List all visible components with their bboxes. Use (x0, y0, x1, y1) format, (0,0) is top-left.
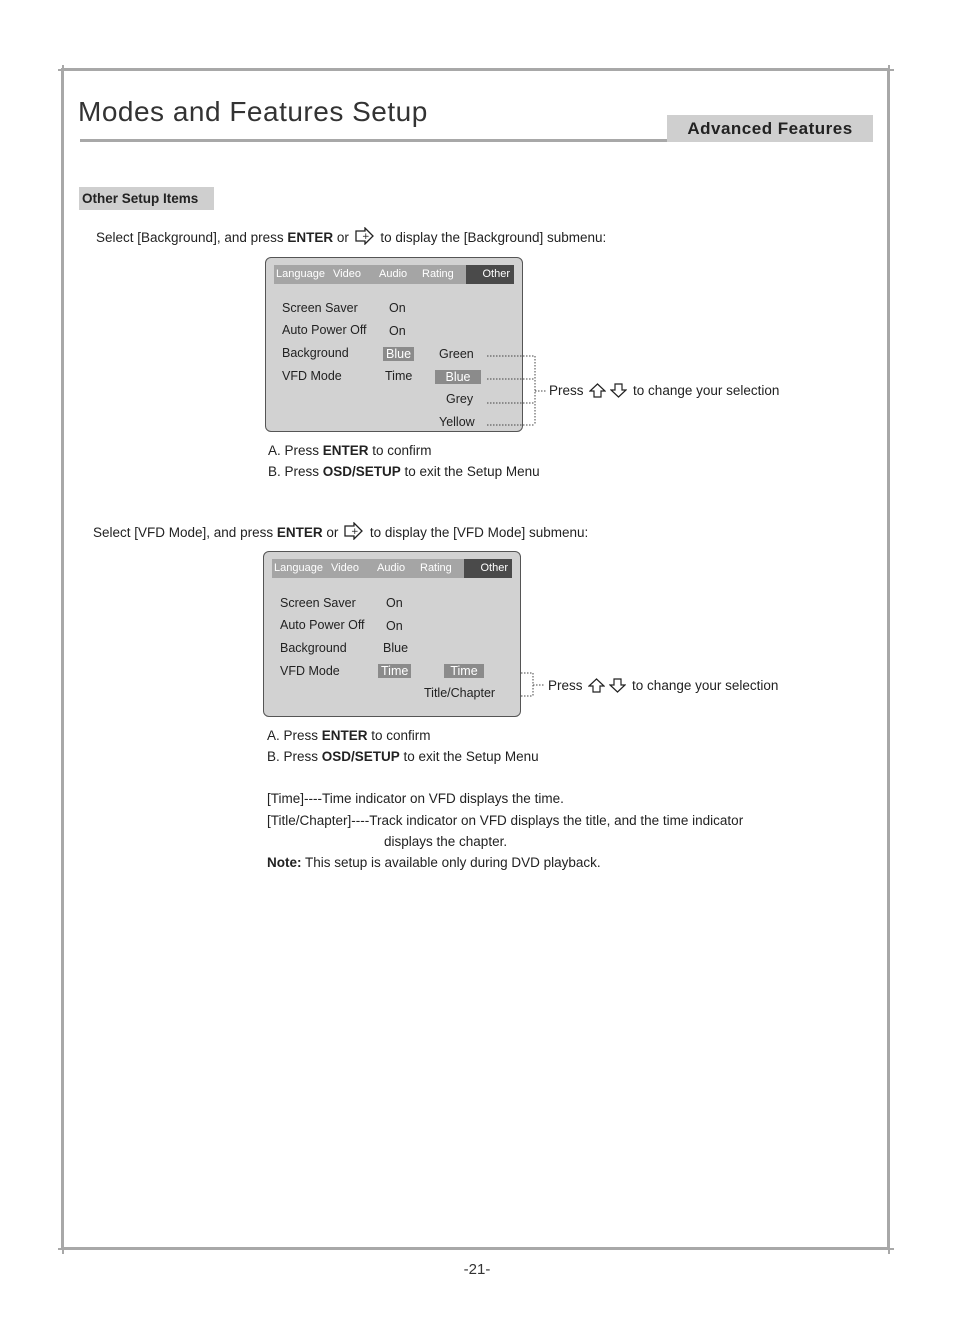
note-dvd-playback: Note: This setup is available only during DVD playback. (267, 855, 601, 870)
up-arrow-key-icon (588, 678, 605, 693)
intro-text: or (333, 230, 353, 245)
osd-option: Yellow (439, 415, 475, 429)
osd-row-label: Auto Power Off (280, 618, 365, 632)
svg-text:+: + (351, 527, 359, 537)
osd-row-label: VFD Mode (282, 369, 342, 383)
osd-tab-other: Other (464, 559, 512, 578)
osd-option-selected: Time (444, 664, 484, 678)
page-title: Modes and Features Setup (78, 96, 428, 127)
up-arrow-key-icon (589, 383, 606, 398)
press-text: to change your selection (633, 383, 780, 398)
svg-text:+: + (361, 232, 370, 242)
block1-step-b: B. Press OSD/SETUP to exit the Setup Menu (268, 464, 540, 479)
osd-tab-language: Language (274, 562, 323, 574)
osd-tab-audio: Audio (377, 562, 406, 574)
block2-step-a: A. Press ENTER to confirm (267, 728, 431, 743)
osd-row-value: Blue (383, 641, 409, 655)
osd-tab-video: Video (333, 268, 361, 280)
osd-selected-value: Blue (383, 347, 414, 361)
press-text: Press (548, 678, 583, 693)
note-title-chapter: [Title/Chapter]----Track indicator on VFD displays the title, and the time indicator (267, 813, 744, 828)
section-tab-advanced-features: Advanced Features (667, 115, 873, 142)
osd-row-label: Background (280, 641, 347, 655)
intro-text: Select [Background], and press (96, 230, 288, 245)
osd-option: Grey (446, 392, 474, 406)
osd-row-label: Auto Power Off (282, 323, 367, 337)
section-label: Other Setup Items (79, 187, 214, 210)
osd-row-label: Background (282, 346, 349, 360)
block2-press-hint (548, 678, 778, 693)
osd-row-label: VFD Mode (280, 664, 340, 678)
block2-step-b: B. Press OSD/SETUP to exit the Setup Menu (267, 749, 539, 764)
osd-tab-other: Other (466, 265, 514, 284)
intro-text: to display the [Background] submenu: (376, 230, 607, 245)
note-title-chapter-cont: displays the chapter. (384, 834, 508, 849)
intro-text: Select [VFD Mode], and press (93, 525, 277, 540)
intro-enter-key: ENTER (276, 525, 323, 540)
block1-press-hint (549, 383, 779, 398)
down-arrow-key-icon (609, 678, 626, 693)
osd-menu-vfd-mode (263, 551, 521, 717)
osd-tab-rating: Rating (420, 562, 452, 574)
osd-tab-language: Language (276, 268, 325, 280)
osd-row-label: Screen Saver (280, 596, 356, 610)
block2-intro (93, 522, 588, 540)
osd-option-selected: Blue (435, 370, 481, 384)
osd-row-label: Screen Saver (282, 301, 358, 315)
right-arrow-key-icon (344, 522, 364, 540)
osd-tab-audio: Audio (379, 268, 408, 280)
page-number: -21- (463, 1261, 491, 1278)
osd-row-value (378, 664, 411, 678)
intro-text: or (322, 525, 343, 540)
osd-tab-bar (272, 559, 512, 578)
intro-text: to display the [VFD Mode] submenu: (366, 525, 589, 540)
down-arrow-key-icon (610, 383, 627, 398)
osd-row-value: Time (385, 369, 413, 383)
osd-tab-rating: Rating (422, 268, 454, 280)
osd-selected-value: Time (378, 664, 411, 678)
osd-option: Green (439, 347, 474, 361)
osd-row-value: On (386, 596, 403, 610)
press-text: to change your selection (632, 678, 779, 693)
osd-row-value: On (389, 301, 406, 315)
block1-step-a: A. Press ENTER to confirm (268, 443, 432, 458)
osd-option: Title/Chapter (424, 686, 496, 700)
note-time: [Time]----Time indicator on VFD displays the time. (267, 791, 564, 806)
osd-tab-video: Video (331, 562, 359, 574)
press-text: Press (549, 383, 584, 398)
osd-row-value: On (389, 324, 406, 338)
intro-enter-key: ENTER (287, 230, 334, 245)
osd-row-value: On (386, 619, 403, 633)
